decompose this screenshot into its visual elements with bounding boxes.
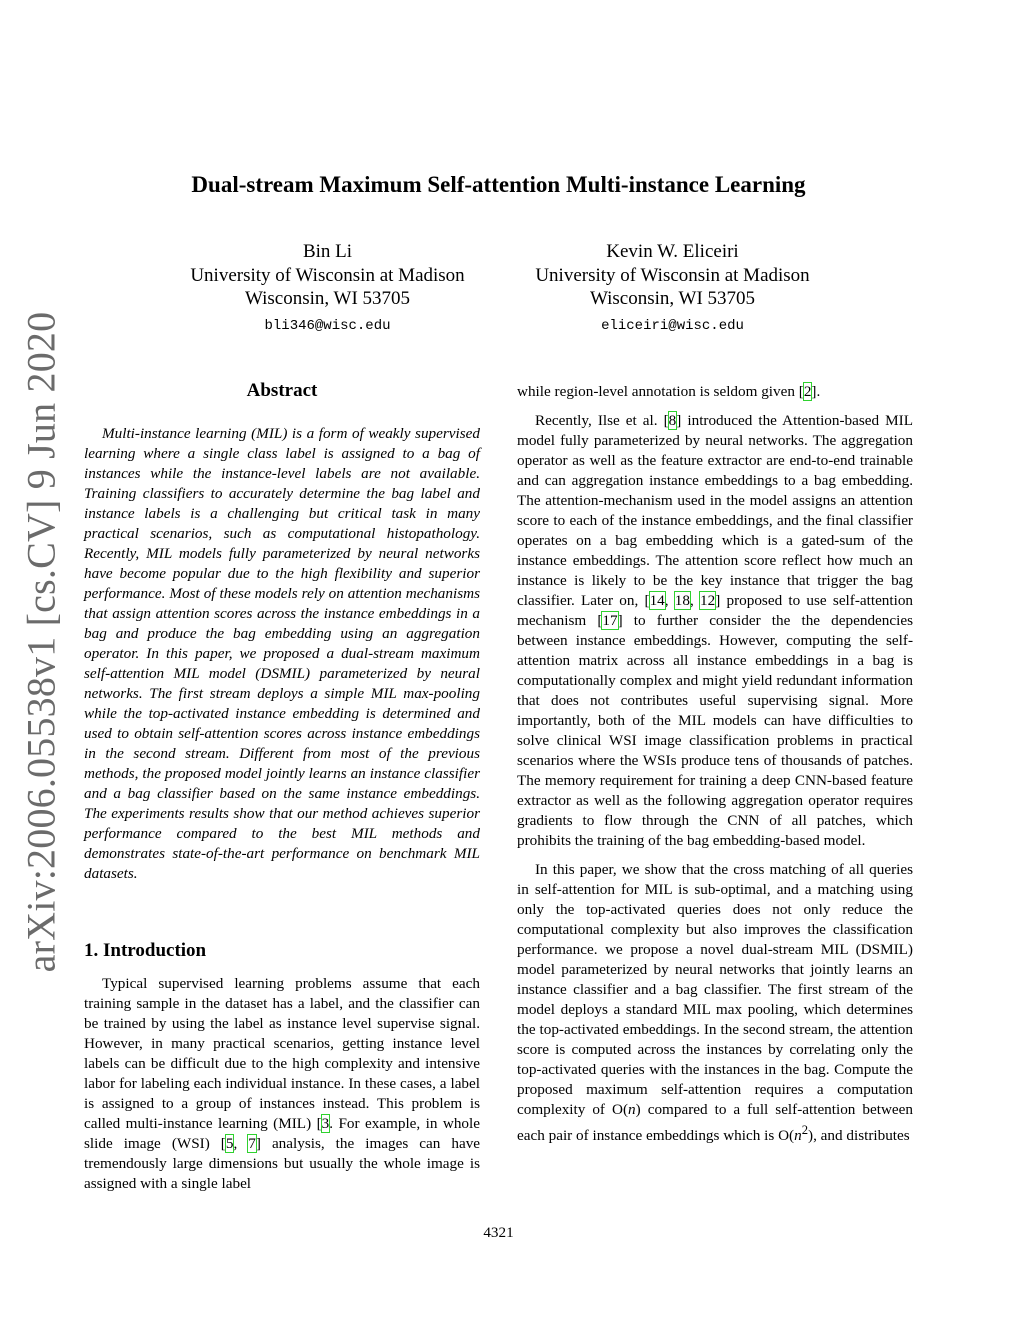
author-email: eliceiri@wisc.edu: [601, 317, 744, 334]
intro-paragraph-1: Typical supervised learning problems assume that each training sample in the dataset has a label, and the classifier can be trained by using the label as instance level supervise signal. However, in many practical scenarios, getting instance level labels can be difficult due to the high complexity and intensive labor for labeling each individual instance. In these cases, a label is assigned to a group of instances instead. This problem is called multi-instance learning (MIL) [3. For example, in whole slide image (WSI) [5, 7] analysis, the images can have tremendously large dimensions but usually the whole image is assigned with a single label: [84, 975, 481, 1192]
citation-link[interactable]: 2: [803, 383, 812, 400]
text-run: , and distributes: [813, 1127, 910, 1145]
citation-link[interactable]: 8: [668, 412, 677, 429]
math-symbol: ): [808, 1127, 814, 1145]
arxiv-identifier-stamp: arXiv:2006.05538v1 [cs.CV] 9 Jun 2020: [18, 311, 64, 973]
paragraph-related-work: Recently, Ilse et al. [8] introduced the Attention-based MIL model fully parameterized by neural networks. The aggregation operator as well as the feature extractor are end-to-end trainable and can aggregation instance embeddings to a bag embedding. The attention-mechanism used in the model assigns an attention score to each of the instance embeddings, and the final classifier operates on a bag embedding which is a gated-sum of the instance embeddings. The attention score reflect how much an instance is likely to be the key instance that trigger the bag classifier. Later on, [14, 18, 12] proposed to use self-attention mechanism [17] to further consider the the dependencies between instance embeddings. However, computing the self-attention matrix across all instance embeddings in a bag is computationally complex and might yield redundant information that does not contributes useful supervising signal. More importantly, both of the MIL models can have difficulties to solve clinical WSI image classification problems in practical scenarios where the WSIs produce tens of thousands of patches. The memory requirement for training a deep CNN-based feature extractor as well as the following aggregation operator requires gradients to flow through the CNN of all patches, which prohibits the training of the bag embedding-based model.: [517, 412, 914, 849]
text-run: to further consider the the dependencies between instance embeddings. However, computing the self-attention matrix across all instance embeddings in a bag is computationally complex and might yield redundant information that does not contributes useful supervising signal. More importantly, both of the MIL models can have difficulties to solve clinical WSI image classification problems in practical scenarios where the WSIs produce tens of thousands of patches. The memory requirement for training a deep CNN-based feature extractor as well as the following aggregation operator requires gradients to flow through the CNN of all patches, which prohibits the training of the bag embedding-based model.: [517, 612, 913, 849]
text-run: In this paper, we show that the cross matching of all queries in self-attention for MIL is sub-optimal, and a matching using only the top-activated queries does not only reduce the computational complexity but also improves the classification performance. we propose a novel dual-stream MIL (DSMIL) model parameterized by neural networks that jointly learns an instance classifier and a bag classifier. The first stream of the model deploys a standard MIL max pooling, which determines the top-activated embeddings. In the second stream, the attention score is computed across the instances by correlating only the top-activated queries with the instances in the bag. Compute the proposed maximum self-attention requires a computation complexity of: [517, 861, 913, 1118]
abstract-text: Multi-instance learning (MIL) is a form of weakly supervised learning where a single class label is assigned to a bag of instances while the instance-level labels are not available. Training classifiers to accurately determine the bag label and instance labels is a challenging but critical task in many practical scenarios, such as computational histopathology. Recently, MIL models fully parameterized by neural networks have become popular due to the high flexibility and superior performance. Most of these models rely on attention mechanisms that assign attention scores across the instance embeddings in a bag and produce the bag embedding using an aggregation operator. In this paper, we proposed a dual-stream maximum self-attention MIL model (DSMIL) parameterized by neural networks. The first stream deploys a simple MIL max-pooling while the top-activated instance embedding is determined and used to obtain self-attention scores across instance embeddings in the second stream. Different from most of the previous methods, the proposed model jointly learns an instance classifier and a bag classifier based on the same instance embeddings. The experiments results show that our method achieves superior performance compared to the best MIL methods and demonstrates state-of-the-art performance on benchmark MIL datasets.: [84, 425, 480, 882]
math-variable: n: [794, 1127, 802, 1145]
math-symbol: O(: [778, 1127, 795, 1145]
text-run: . For example, in whole slide image (WSI): [84, 1115, 480, 1152]
author-email: bli346@wisc.edu: [264, 317, 391, 334]
math-symbol: O(: [612, 1101, 629, 1118]
citation-link[interactable]: 7: [248, 1135, 256, 1152]
text-run: proposed to use self-attention mechanism: [517, 592, 914, 629]
text-run: introduced the Attention-based MIL model fully parameterized by neural networks. The aggregation operator as well as the feature extractor are end-to-end trainable and can aggregation instance embeddings to a bag embedding. The attention-mechanism used in the model assigns an attention score to each of the instance embeddings, and the final classifier operates on a bag embedding which is a gated-sum of the instance embeddings. The attention score reflect how much an instance is likely to be the key instance that trigger the bag classifier. Later on,: [517, 412, 914, 609]
citation-link[interactable]: 18: [674, 592, 690, 609]
text-run: Typical supervised learning problems assume that each training sample in the dataset has a label, and the classifier can be trained by using the label as instance level supervise signal. However, in many practical scenarios, getting instance level labels can be difficult due to the high complexity and intensive labor for labeling each individual instance. In these cases, a label is assigned to a group of instances instead. This problem is called multi-instance learning (MIL): [84, 975, 480, 1132]
author-location: Wisconsin, WI 53705: [589, 288, 756, 309]
abstract-heading: Abstract: [246, 380, 318, 401]
citation-link[interactable]: 5: [225, 1135, 234, 1152]
citation-link[interactable]: 14: [649, 592, 665, 609]
author-affiliation: University of Wisconsin at Madison: [190, 264, 465, 286]
citation-link[interactable]: 12: [700, 592, 716, 609]
citation-link[interactable]: 17: [602, 612, 618, 629]
citation-link[interactable]: 3: [321, 1115, 330, 1132]
math-exponent: 2: [801, 1123, 809, 1137]
text-run: compared to a full self-attention between each pair of instance embeddings which is: [517, 1101, 914, 1145]
math-variable: n: [628, 1101, 636, 1118]
text-run: while region-level annotation is seldom given: [517, 383, 795, 400]
paper-title: Dual-stream Maximum Self-attention Multi-instance Learning: [191, 172, 806, 197]
author-name: Kevin W. Eliceiri: [606, 241, 739, 262]
right-column-body: [517, 382, 913, 1146]
math-symbol: ): [635, 1101, 641, 1118]
math-complexity-quadratic: [778, 1123, 814, 1145]
abstract-body: [84, 424, 480, 884]
author-block-2: [515, 240, 830, 338]
continued-paragraph: while region-level annotation is seldom given [2].: [517, 383, 821, 400]
author-affiliation: University of Wisconsin at Madison: [535, 264, 810, 286]
introduction-body: [84, 974, 480, 1194]
author-name: Bin Li: [302, 241, 353, 262]
math-complexity-linear: [612, 1101, 641, 1118]
text-run: Recently, Ilse et al.: [535, 412, 658, 429]
paragraph-contribution: [517, 860, 913, 1146]
introduction-heading: 1. Introduction: [84, 940, 207, 961]
author-location: Wisconsin, WI 53705: [244, 288, 411, 309]
author-block-1: [170, 240, 485, 338]
page-number: 4321: [483, 1224, 514, 1241]
text-run: analysis, the images can have tremendously large dimensions but usually the whole image is assigned with a single label: [84, 1135, 481, 1192]
